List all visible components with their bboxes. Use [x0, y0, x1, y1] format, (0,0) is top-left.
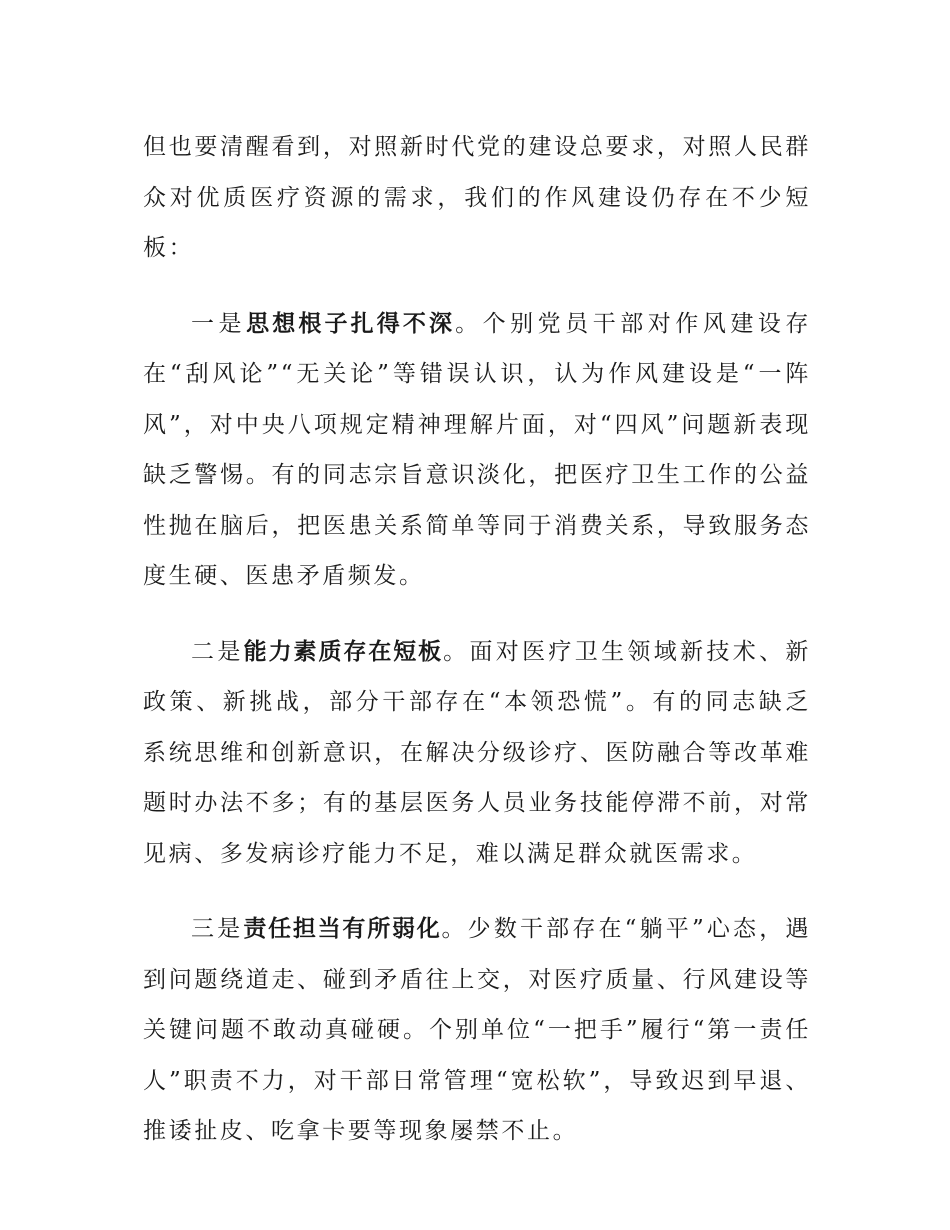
intro-text: 但也要清醒看到，对照新时代党的建设总要求，对照人民群众对优质医疗资源的需求，我们的作风建设仍存在不少短板：: [143, 134, 811, 261]
point-two-prefix: 二是: [191, 638, 244, 665]
point-one-paragraph: [143, 299, 811, 602]
point-one-text: 。个别党员干部对作风建设存在“刮风论”“无关论”等错误认识，认为作风建设是“一阵风”，对中央八项规定精神理解片面，对“四风”问题新表现缺乏警惕。有的同志宗旨意识淡化，把医疗卫生工作的公益性抛在脑后，把医患关系简单等同于消费关系，导致服务态度生硬、医患矛盾频发。: [143, 310, 811, 589]
point-three-paragraph: [143, 904, 811, 1157]
document-body: [143, 122, 811, 1182]
point-three-prefix: 三是: [191, 916, 244, 942]
point-one-heading: 思想根子扎得不深: [246, 310, 456, 337]
intro-paragraph: [143, 122, 811, 274]
point-one-prefix: 一是: [191, 310, 247, 337]
point-three-heading: 责任担当有所弱化: [243, 916, 442, 942]
point-three-text: 。少数干部存在“躺平”心态，遇到问题绕道走、碰到矛盾往上交，对医疗质量、行风建设等关键问题不敢动真碰硬。个别单位“一把手”履行“第一责任人”职责不力，对干部日常管理“宽松软”，导致迟到早退、推诿扯皮、吃拿卡要等现象屡禁不止。: [143, 916, 811, 1144]
point-two-text: 。面对医疗卫生领域新技术、新政策、新挑战，部分干部存在“本领恐慌”。有的同志缺乏系统思维和创新意识，在解决分级诊疗、医防融合等改革难题时办法不多；有的基层医务人员业务技能停滞不前，对常见病、多发病诊疗能力不足，难以满足群众就医需求。: [143, 638, 811, 867]
point-two-paragraph: [143, 627, 811, 880]
point-two-heading: 能力素质存在短板: [243, 638, 444, 665]
